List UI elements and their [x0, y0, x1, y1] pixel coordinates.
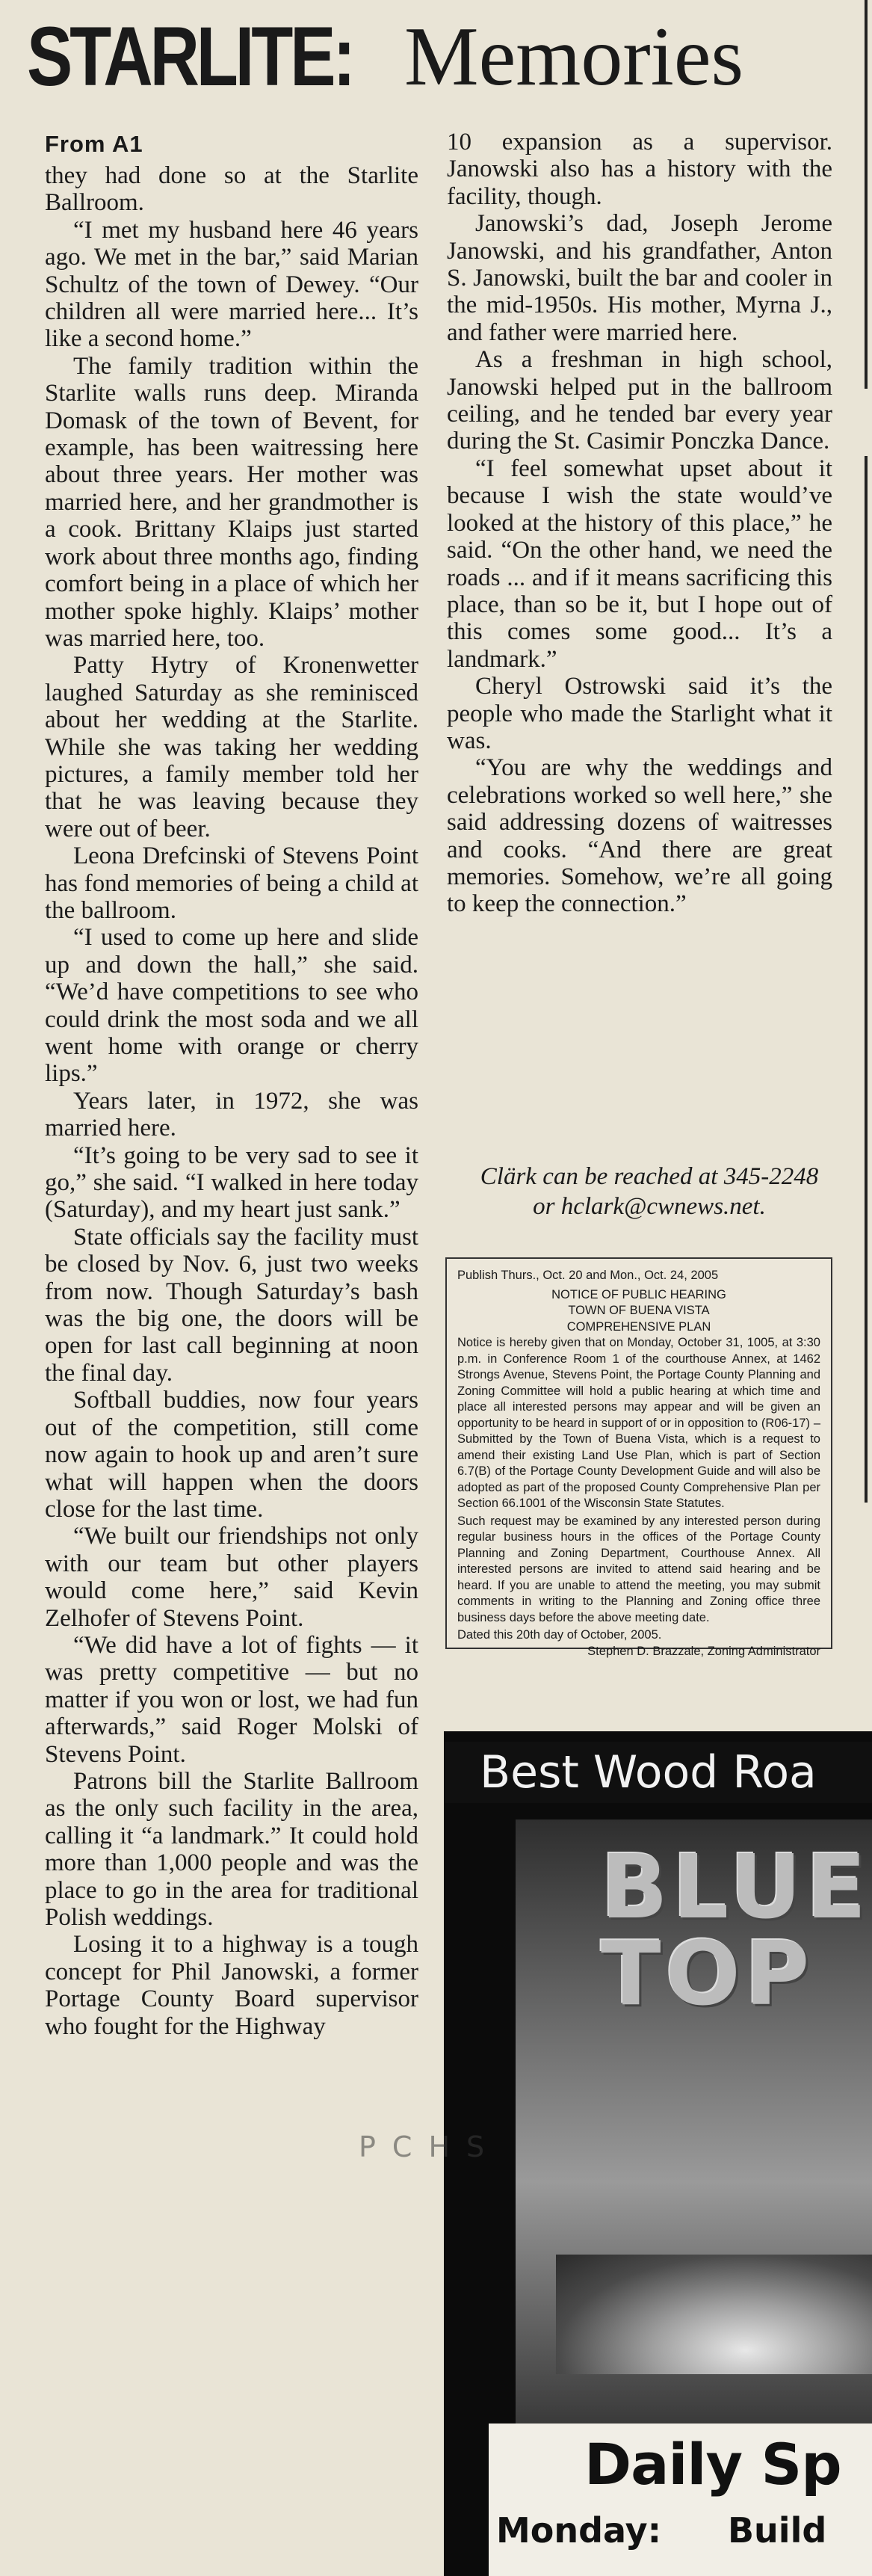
rule-segment	[865, 456, 868, 1503]
jump-line: From A1	[45, 131, 143, 157]
notice-dated: Dated this 20th day of October, 2005.	[457, 1628, 662, 1642]
paragraph: Patty Hytry of Kronenwetter laughed Saturday as she reminisced about her wedding at the Starlite. While she was taking her wedding pictures, a family member told her that he was leaving because they were out of beer.	[45, 652, 418, 842]
fire-image	[556, 2255, 872, 2374]
notice-signature: Stephen D. Brazzale, Zoning Administrator	[587, 1644, 820, 1658]
paragraph: Losing it to a highway is a tough concept for Phil Janowski, a former Portage County Board supervisor who fought for the Highway	[45, 1931, 418, 2040]
article-column-2	[447, 129, 832, 918]
ad-logo	[601, 1835, 872, 2025]
paragraph: The family tradition within the Starlite walls runs deep. Miranda Domask of the town of Bevent, for example, has been waitressing here about three years. Her mother was married here, and her grandmother is a cook. Brittany Klaips just started work about three months ago, finding comfort being in a place of which her mother spoke highly. Klaips’ mother was married here, too.	[45, 352, 418, 652]
headline-light: Memories	[404, 10, 744, 103]
notice-body: Notice is hereby given that on Monday, October 31, 1005, at 3:30 p.m. in Conference Room 1 of the courthouse Annex, at 1462 Strongs Avenue, Stevens Point, the Portage County Planning and Zoning Committee will hold a public hearing at which time and place all interested persons may appear and will be given an opportunity to be heard in support of or in opposition to (R06-17) – Submitted by the Town of Buena Vista, which is a request to amend their existing Land Use Plan, which is part of Section 6.7(B) of the Portage County Development Guide and will also be adopted as part of the proposed County Comprehensive Plan per Section 66.1001 of the Wisconsin State Statutes.	[457, 1336, 820, 1510]
notice-town: TOWN OF BUENA VISTA	[568, 1304, 710, 1317]
notice-title: NOTICE OF PUBLIC HEARING	[551, 1287, 726, 1301]
notice-publish-line: Publish Thurs., Oct. 20 and Mon., Oct. 24, 2005	[457, 1269, 719, 1282]
notice-plan: COMPREHENSIVE PLAN	[566, 1319, 711, 1334]
archive-watermark: PCHS	[359, 2130, 501, 2163]
adjacent-column-rule	[865, 0, 872, 2576]
paragraph: Janowski’s dad, Joseph Jerome Janowski, and his grandfather, Anton S. Janowski, built the bar and cooler in the mid-1950s. His mother, Myrna J., and father were married here.	[447, 210, 832, 346]
paragraph: “We did have a lot of fights — it was pretty competitive — but no matter if you won or lost, we had fun afterwards,” said Roger Molski of Stevens Point.	[45, 1631, 418, 1768]
rule-segment	[865, 0, 868, 389]
ad-title: Best Wood Roa	[444, 1742, 872, 1803]
paragraph: Years later, in 1972, she was married here.	[45, 1087, 418, 1142]
paragraph: 10 expansion as a supervisor. Janowski also has a history with the facility, though.	[447, 129, 832, 210]
paragraph: State officials say the facility must be closed by Nov. 6, just two weeks from now. Though Saturday’s bash was the big one, the doors will be open for last call beginning at noon the final day.	[45, 1223, 418, 1387]
paragraph: “You are why the weddings and celebrations worked so well here,” she said addressing dozens of waitresses and cooks. “And there are great memories. Somehow, we’re all going to keep the connection.”	[447, 754, 832, 918]
ad-bottom-panel	[489, 2424, 872, 2576]
paragraph: Patrons bill the Starlite Ballroom as the only such facility in the area, calling it “a landmark.” It could hold more than 1,000 people and was the place to go in the area for traditional Polish weddings.	[45, 1767, 418, 1931]
headline-bold: STARLITE:	[27, 10, 353, 103]
article-column-1	[45, 162, 418, 2040]
paragraph: “I met my husband here 46 years ago. We met in the bar,” said Marian Schultz of the town of Dewey. “Our children all were married here... It’s like a second home.”	[45, 216, 418, 353]
paragraph: Cheryl Ostrowski said it’s the people who made the Starlight what it was.	[447, 673, 832, 754]
logo-line-2: TOP	[601, 1922, 814, 2025]
headline	[27, 10, 819, 120]
paragraph: “We built our friendships not only with our team but other players would come here,” said Kevin Zelhofer of Stevens Point.	[45, 1523, 418, 1632]
legal-notice-box	[445, 1257, 832, 1658]
paragraph: “I feel somewhat upset about it because I wish the state would’ve looked at the history of this place,” he said. “On the other hand, we need the roads ... and if it means sacrificing this place, than so be it, but I hope out of this comes some good... It’s a landmark.”	[447, 455, 832, 673]
paragraph: they had done so at the Starlite Ballroom.	[45, 162, 418, 217]
author-contact: Clärk can be reached at 345-2248 or hclark@cwnews.net.	[480, 1163, 819, 1220]
ad-monday: Monday:	[496, 2510, 662, 2551]
advertisement	[444, 1731, 872, 2576]
notice-body: Such request may be examined by any interested person during regular business hours in the offices of the Portage County Planning and Zoning Department, Courthouse Annex. All interested persons are invited to attend said hearing and be heard. If you are unable to attend the meeting, you may submit comments in writing to the Planning and Zoning office three business days before the above meeting date.	[457, 1514, 820, 1624]
paragraph: Softball buddies, now four years out of the competition, still come now again to hook up and aren’t sure what will happen when the doors close for the last time.	[45, 1387, 418, 1523]
ad-build: Build	[728, 2510, 827, 2551]
paragraph: Leona Drefcinski of Stevens Point has fond memories of being a child at the ballroom.	[45, 842, 418, 924]
paragraph: “It’s going to be very sad to see it go,” she said. “I walked in here today (Saturday), and my heart just sank.”	[45, 1141, 418, 1224]
logo-line-1: BLUE	[601, 1835, 871, 1938]
paragraph: “I used to come up here and slide up and down the hall,” she said. “We’d have competitions to see who could drink the most soda and we all went home with orange or cherry lips.”	[45, 924, 418, 1088]
ad-daily-specials: Daily Sp	[584, 2431, 841, 2498]
paragraph: As a freshman in high school, Janowski helped put in the ballroom ceiling, and he tended bar every year during the St. Casimir Ponczka Dance.	[447, 346, 832, 455]
